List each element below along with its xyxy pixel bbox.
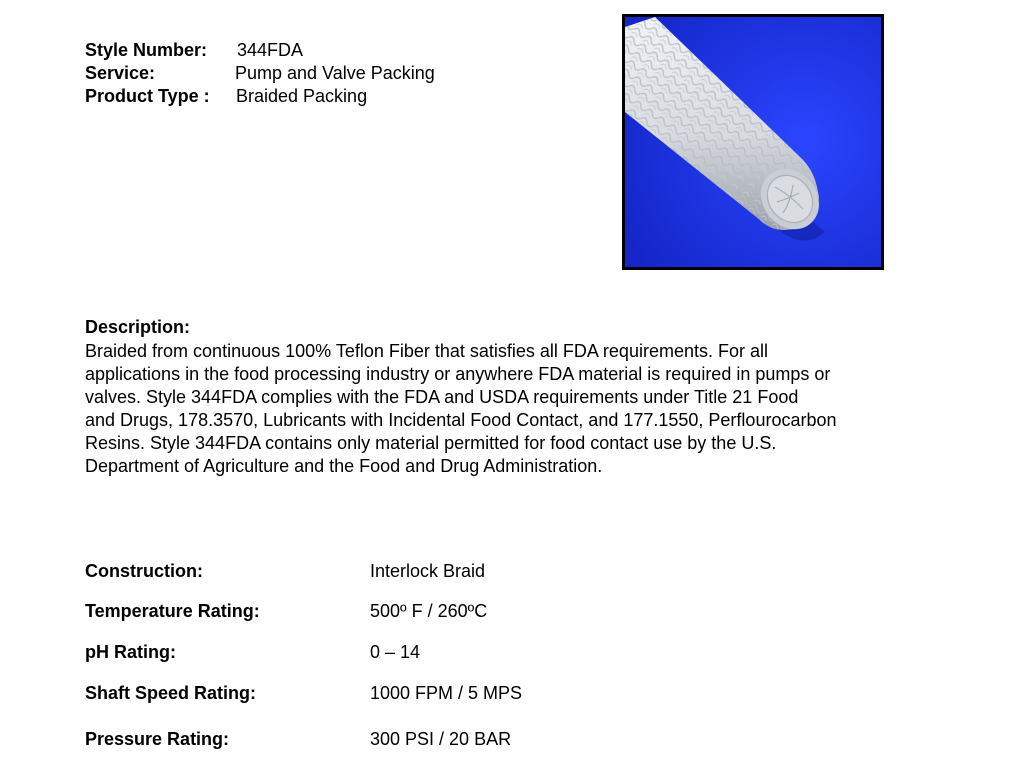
description-line: and Drugs, 178.3570, Lubricants with Incidental Food Contact, and 177.1550, Perflourocarbon <box>85 410 837 430</box>
description-heading: Description: <box>85 317 191 337</box>
shaft-speed-rating-value: 1000 FPM / 5 MPS <box>370 683 523 703</box>
description-line: applications in the food processing industry or anywhere FDA material is required in pumps or <box>85 364 831 384</box>
description-line: Braided from continuous 100% Teflon Fiber that satisfies all FDA requirements. For all <box>85 341 768 361</box>
construction-value: Interlock Braid <box>370 561 486 581</box>
temperature-rating-value: 500º F / 260ºC <box>370 601 488 621</box>
service-label: Service: <box>85 63 156 83</box>
ph-rating-value: 0 – 14 <box>370 642 421 662</box>
ph-rating-label: pH Rating: <box>85 642 176 662</box>
product-type-label: Product Type : <box>85 86 210 106</box>
description-line: Resins. Style 344FDA contains only material permitted for food contact use by the U.S. <box>85 433 777 453</box>
braided-packing-image <box>625 17 881 267</box>
service-value: Pump and Valve Packing <box>235 63 435 83</box>
style-number-value: 344FDA <box>237 40 304 60</box>
product-photo <box>622 14 884 270</box>
description-body <box>85 340 945 478</box>
pressure-rating-label: Pressure Rating: <box>85 729 230 749</box>
shaft-speed-rating-label: Shaft Speed Rating: <box>85 683 257 703</box>
product-type-value: Braided Packing <box>236 86 368 106</box>
style-number-label: Style Number: <box>85 40 208 60</box>
description-line: Department of Agriculture and the Food and Drug Administration. <box>85 456 603 476</box>
temperature-rating-label: Temperature Rating: <box>85 601 260 621</box>
description-line: valves. Style 344FDA complies with the FDA and USDA requirements under Title 21 Food <box>85 387 799 407</box>
pressure-rating-value: 300 PSI / 20 BAR <box>370 729 512 749</box>
construction-label: Construction: <box>85 561 203 581</box>
